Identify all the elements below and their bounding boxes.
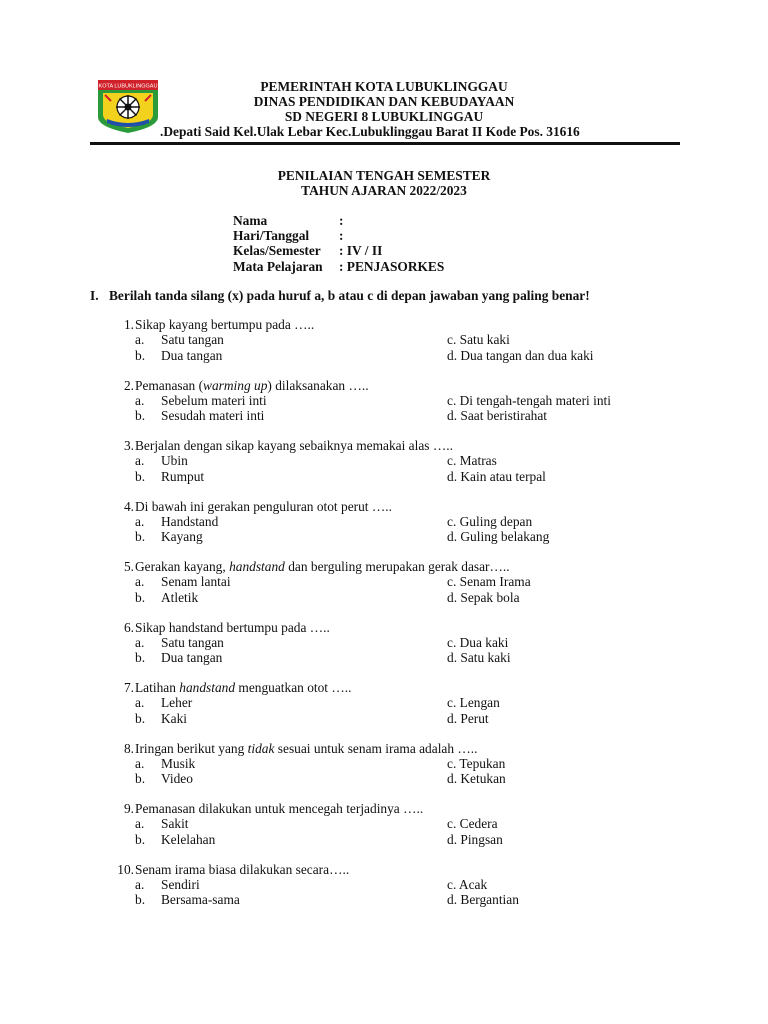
option-a-letter: a. — [135, 574, 145, 590]
question-text — [135, 741, 477, 756]
option-b-letter: b. — [135, 347, 146, 363]
regional-emblem-logo — [95, 77, 161, 135]
question-stem — [90, 438, 690, 453]
option-a: Musik — [161, 755, 196, 771]
option-b-letter: b. — [135, 408, 146, 424]
option-b: Dua tangan — [161, 347, 223, 363]
option-b-letter: b. — [135, 710, 146, 726]
option-c: c. Cedera — [447, 816, 498, 832]
option-a-letter: a. — [135, 816, 145, 832]
question-item — [90, 499, 690, 560]
option-row — [90, 529, 690, 544]
option-row — [90, 816, 690, 831]
option-c: c. Di tengah-tengah materi inti — [447, 392, 611, 408]
letterhead-government: PEMERINTAH KOTA LUBUKLINGGAU — [260, 79, 508, 94]
question-text-part: Sikap handstand bertumpu pada ….. — [135, 619, 330, 635]
exam-title-block — [90, 168, 678, 198]
question-item — [90, 559, 690, 620]
question-number: 4. — [123, 498, 134, 514]
identity-label: Nama — [233, 213, 268, 228]
option-row — [90, 635, 690, 650]
question-text-part: Gerakan kayang, — [135, 559, 230, 574]
section-number: I. — [90, 288, 99, 303]
identity-row-subject — [233, 259, 444, 274]
option-a: Sakit — [161, 816, 189, 832]
option-b: Video — [161, 771, 193, 787]
exam-title: PENILAIAN TENGAH SEMESTER — [277, 168, 491, 183]
question-stem — [90, 680, 690, 695]
question-stem — [90, 620, 690, 635]
instruction-text: Berilah tanda silang (x) pada huruf a, b atau c di depan jawaban yang paling benar! — [109, 288, 590, 303]
question-text — [135, 620, 330, 635]
question-text-part: Latihan — [135, 680, 180, 695]
question-text-part: Iringan berikut yang — [135, 740, 248, 756]
identity-value: : — [339, 213, 344, 228]
option-b: Kelelahan — [161, 831, 216, 847]
question-text-part: Berjalan dengan sikap kayang sebaiknya memakai alas ….. — [135, 438, 453, 453]
question-number: 9. — [123, 801, 134, 816]
option-a-letter: a. — [135, 876, 145, 892]
question-text — [135, 378, 369, 393]
option-c: c. Satu kaki — [447, 332, 510, 348]
option-row — [90, 832, 690, 847]
question-text-part: Di bawah ini gerakan penguluran otot perut ….. — [135, 498, 392, 514]
question-item — [90, 801, 690, 862]
option-b: Kayang — [161, 529, 203, 545]
option-d: d. Perut — [447, 710, 489, 726]
identity-row-class — [233, 243, 444, 258]
option-row — [90, 574, 690, 589]
question-text-emphasis: tidak — [247, 740, 275, 756]
option-a: Leher — [161, 695, 193, 711]
question-stem — [90, 378, 690, 393]
option-a: Satu tangan — [161, 332, 224, 348]
option-d: d. Satu kaki — [447, 650, 511, 666]
option-c: c. Senam Irama — [447, 574, 531, 590]
option-row — [90, 771, 690, 786]
option-row — [90, 348, 690, 363]
question-text-part: menguatkan otot ….. — [235, 680, 352, 695]
question-number: 7. — [123, 680, 134, 695]
question-number: 8. — [123, 740, 134, 756]
option-a-letter: a. — [135, 513, 145, 529]
option-b: Sesudah materi inti — [161, 408, 265, 424]
option-row — [90, 469, 690, 484]
question-text — [135, 499, 392, 514]
option-a: Sendiri — [161, 876, 200, 892]
question-stem — [90, 559, 690, 574]
option-c: c. Tepukan — [447, 755, 506, 771]
option-c: c. Lengan — [447, 695, 500, 711]
svg-text:KOTA LUBUKLINGGAU: KOTA LUBUKLINGGAU — [98, 83, 158, 90]
option-row — [90, 393, 690, 408]
identity-label: Mata Pelajaran — [233, 258, 323, 274]
letterhead-department: DINAS PENDIDIKAN DAN KEBUDAYAAN — [253, 94, 515, 109]
identity-value: : — [339, 228, 344, 244]
identity-label: Kelas/Semester — [233, 243, 321, 259]
letterhead-school: SD NEGERI 8 LUBUKLINGGAU — [284, 109, 484, 124]
question-number: 3. — [123, 438, 134, 453]
question-number: 6. — [123, 619, 134, 635]
option-d: d. Ketukan — [447, 771, 506, 787]
option-a-letter: a. — [135, 332, 145, 348]
option-b: Bersama-sama — [161, 892, 240, 908]
question-text — [135, 801, 423, 816]
option-c: c. Guling depan — [447, 513, 533, 529]
option-c: c. Dua kaki — [447, 634, 509, 650]
identity-value: : IV / II — [339, 243, 383, 259]
question-item — [90, 862, 690, 923]
option-c: c. Acak — [447, 876, 488, 892]
option-a-letter: a. — [135, 634, 145, 650]
option-a: Senam lantai — [161, 574, 231, 590]
question-text — [135, 862, 349, 877]
letterhead-rule — [90, 142, 680, 145]
question-text-part: dan berguling merupakan gerak dasar….. — [284, 559, 510, 574]
student-identity — [233, 213, 444, 274]
option-b-letter: b. — [135, 468, 146, 484]
question-text-part: Senam irama biasa dilakukan secara….. — [135, 861, 350, 877]
option-row — [90, 695, 690, 710]
option-b: Rumput — [161, 468, 205, 484]
option-a: Ubin — [161, 453, 188, 469]
option-row — [90, 332, 690, 347]
identity-label: Hari/Tanggal — [233, 228, 310, 244]
question-text — [135, 438, 453, 453]
option-b-letter: b. — [135, 831, 146, 847]
option-row — [90, 514, 690, 529]
option-row — [90, 408, 690, 423]
question-item — [90, 680, 690, 741]
option-b-letter: b. — [135, 589, 146, 605]
question-stem — [90, 801, 690, 816]
option-b-letter: b. — [135, 529, 146, 545]
option-d: d. Guling belakang — [447, 529, 550, 545]
question-item — [90, 620, 690, 681]
question-item — [90, 378, 690, 439]
question-item — [90, 438, 690, 499]
option-d: d. Sepak bola — [447, 589, 520, 605]
question-list — [90, 317, 690, 922]
question-stem — [90, 499, 690, 514]
option-d: d. Kain atau terpal — [447, 468, 546, 484]
question-text — [135, 317, 314, 332]
question-item — [90, 317, 690, 378]
question-text-emphasis: handstand — [179, 680, 236, 695]
option-a: Satu tangan — [161, 634, 224, 650]
question-text-emphasis: handstand — [229, 559, 285, 574]
identity-value: : PENJASORKES — [339, 258, 445, 274]
question-text-part: ) dilaksanakan ….. — [267, 377, 369, 393]
question-item — [90, 741, 690, 802]
option-a: Sebelum materi inti — [161, 392, 267, 408]
question-text-part: sesuai untuk senam irama adalah ….. — [274, 740, 478, 756]
option-b-letter: b. — [135, 771, 146, 787]
option-d: d. Bergantian — [447, 892, 519, 908]
question-text-emphasis: warming up — [203, 377, 268, 393]
question-number: 10. — [117, 861, 134, 877]
option-a-letter: a. — [135, 695, 145, 711]
letterhead-address: .Depati Said Kel.Ulak Lebar Kec.Lubuklinggau Barat II Kode Pos. 31616 — [160, 124, 580, 139]
question-number: 2. — [123, 377, 134, 393]
option-row — [90, 756, 690, 771]
section-instruction — [90, 288, 590, 304]
option-b: Kaki — [161, 710, 188, 726]
letterhead — [160, 79, 608, 124]
question-number: 1. — [123, 317, 134, 332]
option-row — [90, 453, 690, 468]
option-row — [90, 650, 690, 665]
question-text-part: Sikap kayang bertumpu pada ….. — [135, 317, 315, 332]
option-a-letter: a. — [135, 755, 145, 771]
option-row — [90, 590, 690, 605]
question-text — [135, 559, 510, 574]
option-d: d. Saat beristirahat — [447, 408, 548, 424]
question-text — [135, 680, 351, 695]
option-row — [90, 892, 690, 907]
identity-row-name — [233, 213, 444, 228]
question-stem — [90, 741, 690, 756]
option-b: Dua tangan — [161, 650, 223, 666]
question-stem — [90, 317, 690, 332]
option-b: Atletik — [161, 589, 199, 605]
option-row — [90, 877, 690, 892]
option-a-letter: a. — [135, 453, 145, 469]
option-a: Handstand — [161, 513, 219, 529]
option-a-letter: a. — [135, 392, 145, 408]
question-text-part: Pemanasan dilakukan untuk mencegah terjadinya ….. — [135, 801, 424, 816]
option-row — [90, 711, 690, 726]
exam-year: TAHUN AJARAN 2022/2023 — [301, 183, 467, 198]
option-b-letter: b. — [135, 650, 146, 666]
option-b-letter: b. — [135, 892, 146, 908]
question-stem — [90, 862, 690, 877]
option-d: d. Dua tangan dan dua kaki — [447, 347, 594, 363]
option-d: d. Pingsan — [447, 831, 503, 847]
question-number: 5. — [123, 559, 134, 574]
option-c: c. Matras — [447, 453, 497, 469]
question-text-part: Pemanasan ( — [135, 377, 204, 393]
identity-row-date — [233, 228, 444, 243]
